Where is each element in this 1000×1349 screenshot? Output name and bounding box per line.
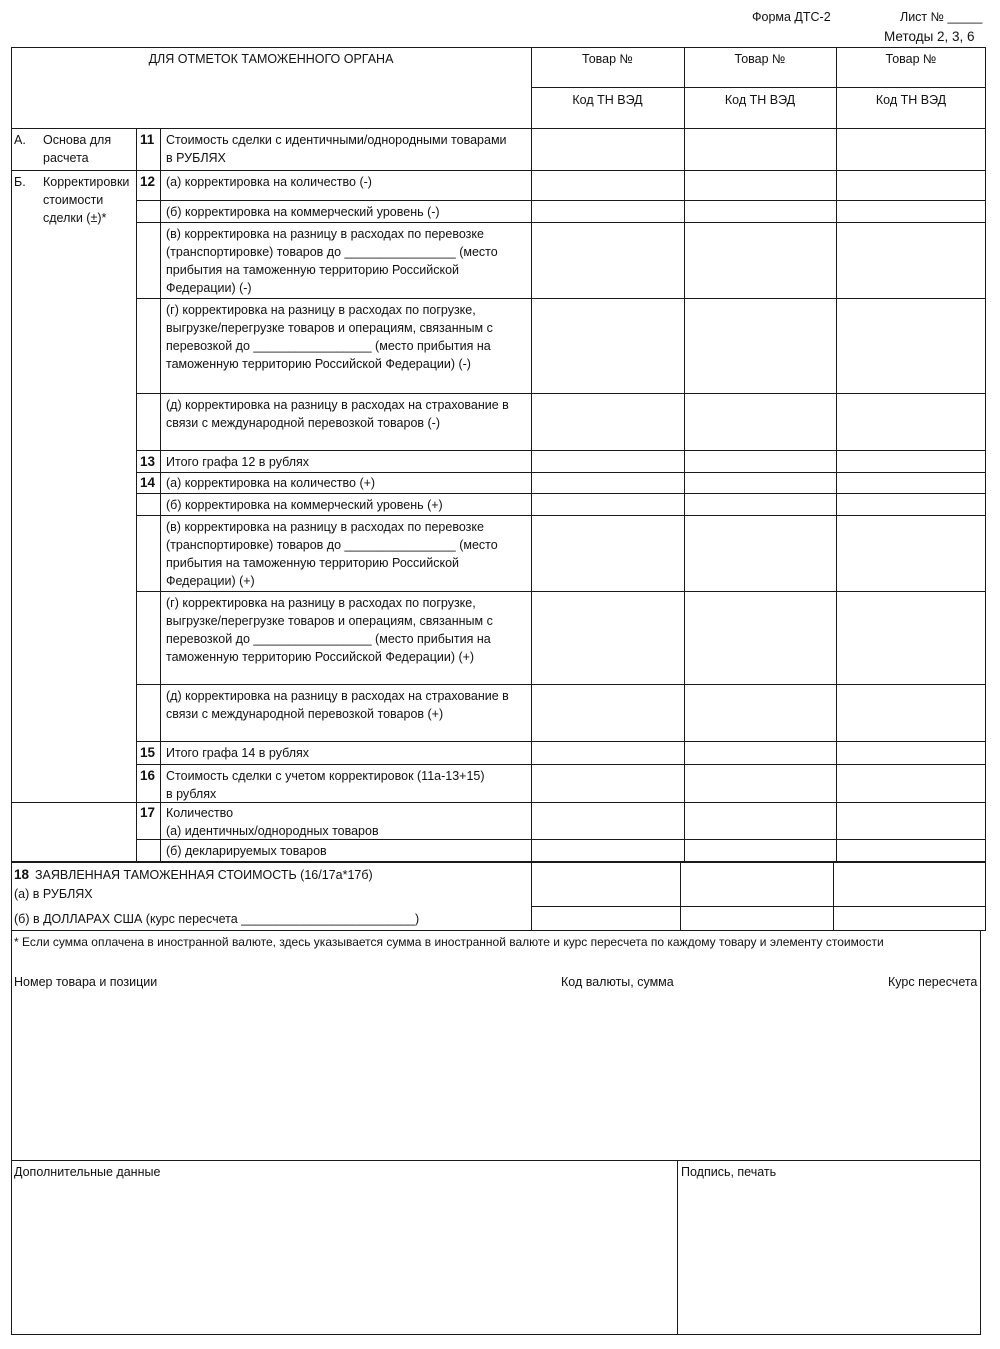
row-17a-text: (а) идентичных/однородных товаров: [166, 824, 379, 838]
row-16-text: Стоимость сделки с учетом корректировок (11а-13+15): [166, 769, 485, 783]
declared-value-title: ЗАЯВЛЕННАЯ ТАМОЖЕННАЯ СТОИМОСТЬ (16/17а*17б): [35, 868, 373, 882]
row-12v-text: (в) корректировка на разницу в расходах по перевозке: [166, 227, 484, 241]
row-number: 11: [140, 132, 155, 147]
goods-position-label: Номер товара и позиции: [14, 975, 158, 989]
row-14d-text: (д) корректировка на разницу в расходах на страхование в: [166, 689, 509, 703]
row-number: 15: [140, 745, 156, 760]
methods-label: Методы 2, 3, 6: [884, 29, 975, 44]
row-14g-text: таможенную территорию Российской Федерации) (+): [166, 650, 475, 664]
row-12g-text: перевозкой до _________________ (место прибытия на: [166, 339, 491, 353]
row-12v-text: Федерации) (-): [166, 281, 252, 295]
goods-number-label: Товар №: [885, 52, 937, 66]
hs-code-label: Код ТН ВЭД: [724, 93, 796, 107]
row-15-text: Итого графа 14 в рублях: [166, 746, 310, 760]
goods-number-label: Товар №: [582, 52, 633, 66]
customs-marks-label: ДЛЯ ОТМЕТОК ТАМОЖЕННОГО ОРГАНА: [148, 52, 394, 66]
hs-code-label: Код ТН ВЭД: [875, 93, 947, 107]
row-12g-text: (г) корректировка на разницу в расходах по погрузке,: [166, 303, 476, 317]
row-12d-text: (д) корректировка на разницу в расходах на страхование в: [166, 398, 509, 412]
section-b-label: стоимости: [43, 193, 104, 207]
row-14g-text: (г) корректировка на разницу в расходах по погрузке,: [166, 596, 476, 610]
row-14v-text: (транспортировке) товаров до ________________ (место: [166, 538, 498, 552]
row-12v-text: (транспортировке) товаров до ________________ (место: [166, 245, 498, 259]
row-number: 12: [140, 174, 156, 189]
additional-data-label: Дополнительные данные: [14, 1165, 161, 1179]
row-12b-text: (б) корректировка на коммерческий уровень (-): [166, 205, 440, 219]
row-13-text: Итого графа 12 в рублях: [166, 455, 310, 469]
section-a-label: Основа для: [43, 133, 112, 147]
form-label: Форма ДТС-2: [752, 10, 831, 24]
row-17-text: Количество: [166, 806, 234, 820]
row-number: 14: [140, 475, 156, 490]
section-b-label: Корректировки: [43, 175, 130, 189]
row-number: 18: [14, 867, 30, 882]
row-14d-text: связи с международной перевозкой товаров (+): [166, 707, 444, 721]
row-14g-text: выгрузке/перегрузке товаров и операциям, связанным с: [166, 614, 493, 628]
row-12g-text: таможенную территорию Российской Федерации) (-): [166, 357, 471, 371]
hs-code-label: Код ТН ВЭД: [572, 93, 643, 107]
row-16-text: в рублях: [166, 787, 217, 801]
row-11-text: в РУБЛЯХ: [166, 151, 226, 165]
section-b-letter: Б.: [14, 175, 26, 189]
row-14v-text: (в) корректировка на разницу в расходах по перевозке: [166, 520, 484, 534]
declared-value-rub: (а) в РУБЛЯХ: [14, 887, 93, 901]
row-number: 17: [140, 805, 156, 820]
row-14b-text: (б) корректировка на коммерческий уровень (+): [166, 498, 443, 512]
currency-amount-label: Код валюты, сумма: [561, 975, 674, 989]
row-12a-text: (а) корректировка на количество (-): [166, 175, 372, 189]
sheet-number-label: Лист № _____: [900, 10, 983, 24]
signature-stamp-label: Подпись, печать: [681, 1165, 777, 1179]
exchange-rate-label: Курс пересчета: [888, 975, 978, 989]
row-12v-text: прибытия на таможенную территорию Российской: [166, 263, 460, 277]
row-14v-text: Федерации) (+): [166, 574, 255, 588]
row-14g-text: перевозкой до _________________ (место прибытия на: [166, 632, 491, 646]
row-number: 13: [140, 454, 156, 469]
row-12g-text: выгрузке/перегрузке товаров и операциям, связанным с: [166, 321, 493, 335]
row-11-text: Стоимость сделки с идентичными/однородными товарами: [166, 133, 507, 147]
row-14v-text: прибытия на таможенную территорию Российской: [166, 556, 460, 570]
goods-number-label: Товар №: [734, 52, 786, 66]
row-number: 16: [140, 768, 156, 783]
section-a-label: расчета: [43, 151, 89, 165]
row-12d-text: связи с международной перевозкой товаров (-): [166, 416, 441, 430]
footnote-text: * Если сумма оплачена в иностранной валюте, здесь указывается сумма в иностранной валюте и курс пересчета по каждому товару и элементу стоимости: [14, 935, 884, 949]
row-17b-text: (б) декларируемых товаров: [166, 844, 327, 858]
section-a-letter: А.: [14, 133, 26, 147]
section-b-label: сделки (±)*: [43, 211, 107, 225]
row-14a-text: (а) корректировка на количество (+): [166, 476, 376, 490]
declared-value-usd: (б) в ДОЛЛАРАХ США (курс пересчета _________________________): [14, 912, 420, 926]
